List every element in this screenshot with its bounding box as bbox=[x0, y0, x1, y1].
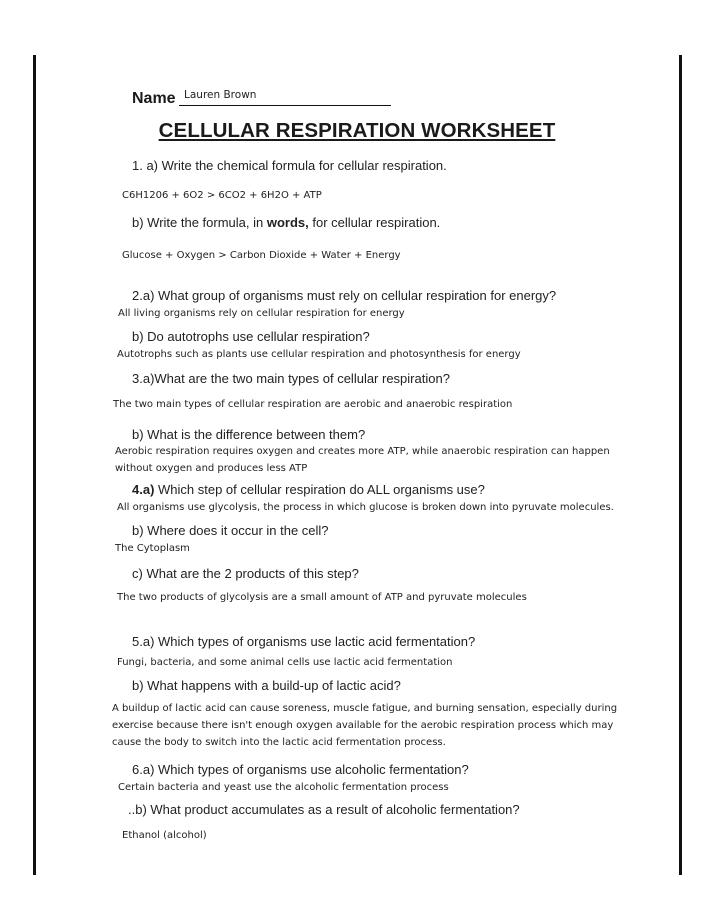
question-1b bbox=[132, 215, 440, 230]
name-underline bbox=[179, 105, 391, 106]
answer-2b: Autotrophs such as plants use cellular respiration and photosynthesis for energy bbox=[117, 349, 521, 360]
question-4a-text: Which step of cellular respiration do ALL organisms use? bbox=[154, 482, 485, 497]
question-4a-number: 4.a) bbox=[132, 482, 155, 497]
answer-3b: Aerobic respiration requires oxygen and creates more ATP, while anaerobic respiration can happen without oxygen and produces less ATP bbox=[115, 446, 610, 474]
question-3a: 3.a)What are the two main types of cellular respiration? bbox=[132, 371, 450, 386]
answer-3a: The two main types of cellular respiration are aerobic and anaerobic respiration bbox=[113, 399, 513, 410]
name-value: Lauren Brown bbox=[184, 89, 257, 101]
answer-4a: All organisms use glycolysis, the process in which glucose is broken down into pyruvate molecules. bbox=[117, 502, 614, 513]
question-5a: 5.a) Which types of organisms use lactic acid fermentation? bbox=[132, 634, 476, 649]
answer-4c: The two products of glycolysis are a small amount of ATP and pyruvate molecules bbox=[117, 592, 527, 603]
question-1b-bold: words, bbox=[266, 215, 309, 230]
answer-5b: A buildup of lactic acid can cause soreness, muscle fatigue, and burning sensation, especially during exercise because there isn't enough oxygen available for the aerobic respiration process which may cause the body to switch into the lactic acid fermentation process. bbox=[112, 703, 618, 748]
question-4b: b) Where does it occur in the cell? bbox=[132, 523, 329, 538]
question-4c: c) What are the 2 products of this step? bbox=[132, 566, 359, 581]
question-1b-suffix: for cellular respiration. bbox=[308, 215, 441, 230]
worksheet-title: CELLULAR RESPIRATION WORKSHEET bbox=[158, 119, 556, 142]
question-1b-prefix: b) Write the formula, in bbox=[132, 215, 267, 230]
answer-5a: Fungi, bacteria, and some animal cells use lactic acid fermentation bbox=[117, 657, 453, 668]
question-3b: b) What is the difference between them? bbox=[132, 427, 366, 442]
question-2b: b) Do autotrophs use cellular respiration? bbox=[132, 329, 370, 344]
answer-1b: Glucose + Oxygen > Carbon Dioxide + Water + Energy bbox=[122, 250, 401, 261]
question-4a bbox=[132, 482, 485, 497]
right-border-line bbox=[679, 55, 682, 875]
answer-1a: C6H1206 + 6O2 > 6CO2 + 6H2O + ATP bbox=[122, 190, 322, 201]
question-6b: ..b) What product accumulates as a result of alcoholic fermentation? bbox=[128, 802, 520, 817]
question-2a: 2.a) What group of organisms must rely on cellular respiration for energy? bbox=[132, 288, 557, 303]
question-1a: 1. a) Write the chemical formula for cellular respiration. bbox=[132, 158, 447, 173]
left-border-line bbox=[33, 55, 36, 875]
name-label: Name bbox=[132, 90, 176, 107]
question-6a: 6.a) Which types of organisms use alcoholic fermentation? bbox=[132, 762, 469, 777]
answer-2a: All living organisms rely on cellular respiration for energy bbox=[118, 308, 405, 319]
answer-6b: Ethanol (alcohol) bbox=[122, 830, 207, 841]
name-row bbox=[132, 88, 392, 108]
question-5b: b) What happens with a build-up of lactic acid? bbox=[132, 678, 401, 693]
answer-4b: The Cytoplasm bbox=[115, 543, 190, 554]
answer-6a: Certain bacteria and yeast use the alcoholic fermentation process bbox=[118, 782, 449, 793]
